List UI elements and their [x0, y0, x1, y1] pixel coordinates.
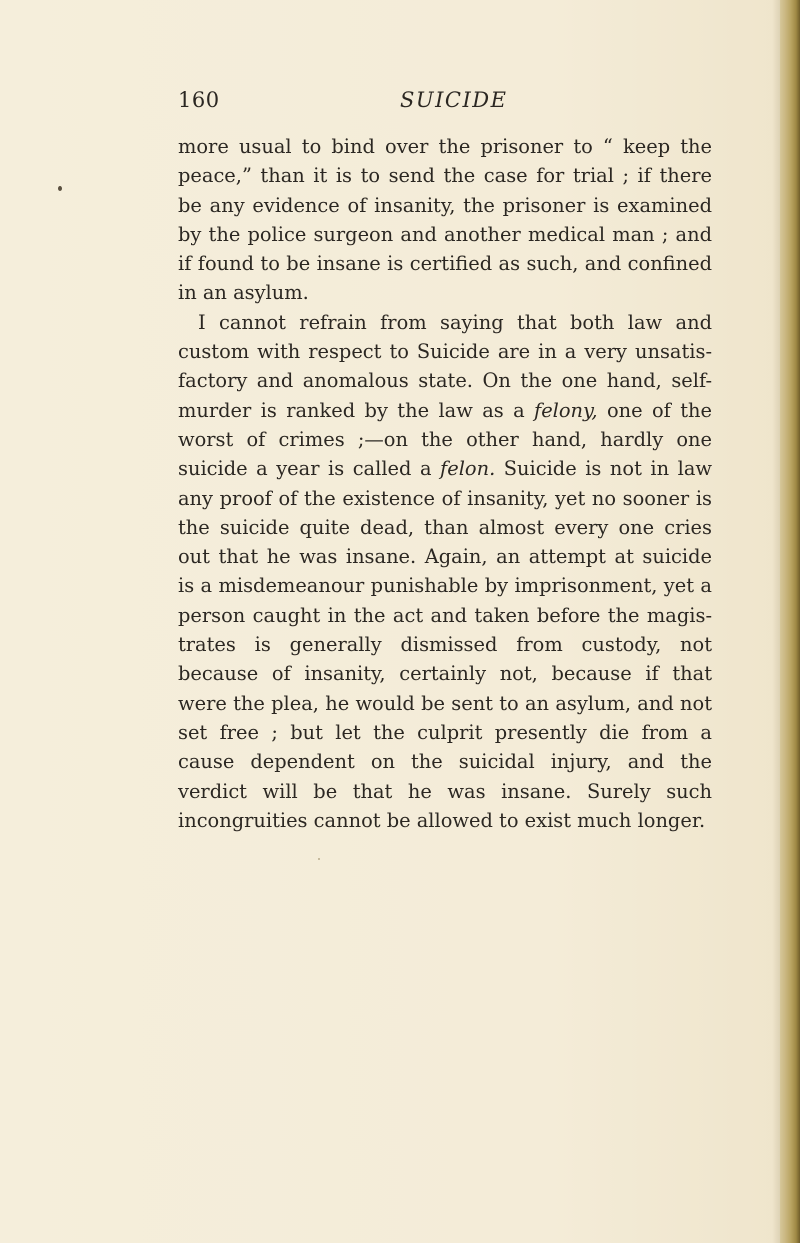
page-edge: [780, 0, 800, 1243]
ink-speck: [58, 186, 62, 191]
felon-emphasis: felon.: [440, 457, 496, 481]
paragraph-1: more usual to bind over the prisoner to “ keep the peace,” than it is to send the case for trial ; if there be any evidence of insanity, the prisoner is examined by the police surgeon and another medical man ; and if found to be insane is certified as such, and confined in an asylum.: [178, 135, 712, 305]
paper-speck: [318, 858, 320, 860]
paragraph-2-text-a: I cannot refrain from saying that both law and custom with respect to Suicide are in a very unsatisfactory and anomalous state. On the one hand, self-murder is ranked by the law as a: [178, 310, 712, 422]
page-header: [178, 88, 718, 118]
paragraph-2-text-c: Suicide is not in law any proof of the existence of insanity, yet no sooner is the suicide quite dead, than almost every one cries out that he was insane. Again, an attempt at suicide is a misdemeanour punishable by imprisonment, yet a person caught in the act and taken before the magistrates is generally dismissed from custody, not because of insanity, certainly not, because if that were the plea, he would be sent to an asylum, and not set free ; but let the culprit presently die from a cause dependent on the suicidal injury, and the verdict will be that he was insane. Surely such incongruities cannot be allowed to exist much longer.: [178, 457, 712, 832]
paragraph-2-text-b: one of the worst of crimes ;—on the other hand, hardly one suicide a year is called a: [178, 398, 712, 481]
running-head: SUICIDE: [400, 88, 508, 112]
gutter-shadow: [772, 0, 780, 1243]
paragraph-2: [178, 308, 712, 835]
felony-emphasis: felony,: [534, 398, 598, 422]
page-number: 160: [178, 88, 220, 112]
body-text: [178, 132, 712, 835]
